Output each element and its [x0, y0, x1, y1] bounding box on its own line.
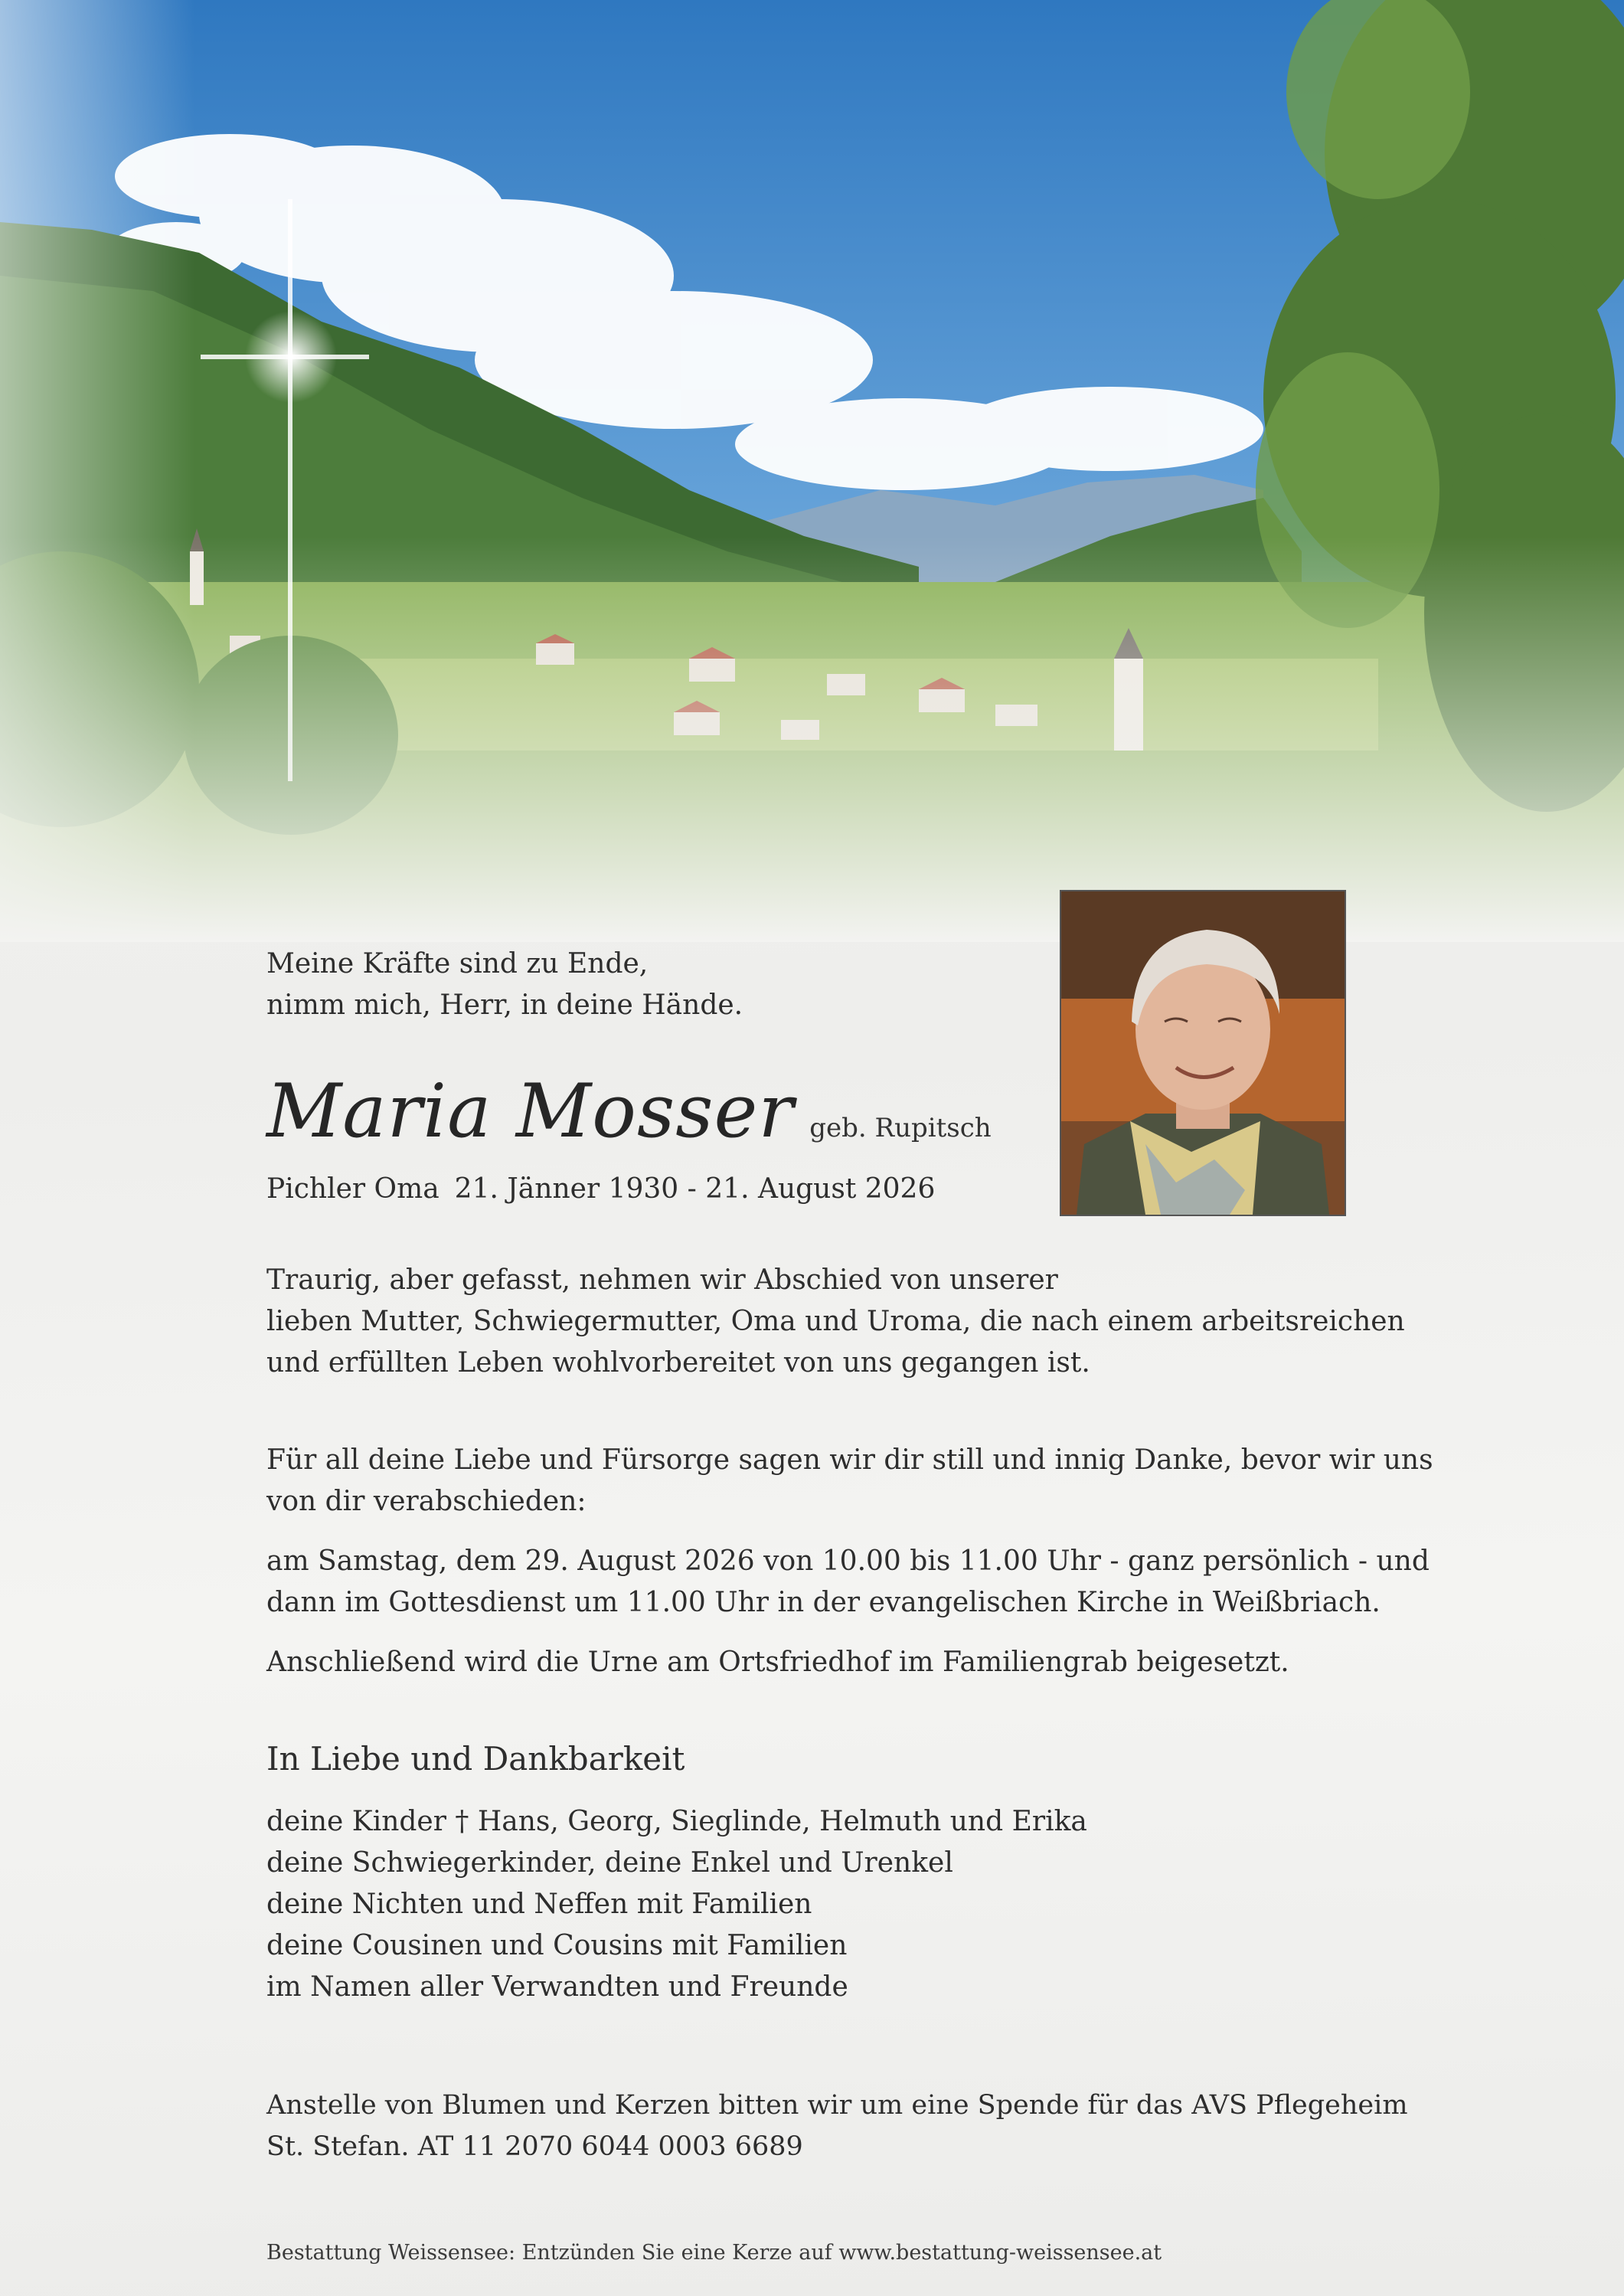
mourner-line: deine Cousinen und Cousins mit Familien	[266, 1930, 848, 1961]
portrait-photo	[1060, 890, 1346, 1216]
donation-line: St. Stefan. AT 11 2070 6044 0003 6689	[266, 2131, 803, 2162]
ceremony-line: am Samstag, dem 29. August 2026 von 10.00 bis 11.00 Uhr - ganz persönlich - und	[266, 1545, 1430, 1577]
motto-line-1: Meine Kräfte sind zu Ende,	[266, 948, 649, 980]
announcement-line: lieben Mutter, Schwiegermutter, Oma und Uroma, die nach einem arbeitsreichen	[266, 1306, 1405, 1337]
announcement-line: Traurig, aber gefasst, nehmen wir Abschied von unserer	[266, 1264, 1058, 1296]
closing-title: In Liebe und Dankbarkeit	[266, 1740, 685, 1778]
nickname: Pichler Oma	[266, 1173, 439, 1205]
motto-line-2: nimm mich, Herr, in deine Hände.	[266, 989, 743, 1021]
burial-line: Anschließend wird die Urne am Ortsfriedhof im Familiengrab beigesetzt.	[266, 1647, 1289, 1678]
announcement-paragraph	[266, 1260, 1405, 1384]
life-dates: 21. Jänner 1930 - 21. August 2026	[454, 1173, 936, 1205]
deceased-name-row	[266, 1068, 992, 1154]
ceremony-line: dann im Gottesdienst um 11.00 Uhr in der evangelischen Kirche in Weißbriach.	[266, 1587, 1381, 1618]
mourner-line: deine Nichten und Neffen mit Familien	[266, 1889, 812, 1920]
ceremony-paragraph	[266, 1541, 1430, 1624]
mourner-line: deine Kinder † Hans, Georg, Sieglinde, Helmuth und Erika	[266, 1806, 1087, 1837]
life-dates-row	[266, 1173, 935, 1205]
mourner-line: im Namen aller Verwandten und Freunde	[266, 1971, 848, 2003]
mourners-list	[266, 1801, 1087, 2008]
donation-line: Anstelle von Blumen und Kerzen bitten wir um eine Spende für das AVS Pflegeheim	[266, 2090, 1408, 2121]
donation-note	[266, 2085, 1408, 2167]
hero-landscape-image	[0, 0, 1624, 942]
deceased-name: Maria Mosser	[266, 1068, 795, 1154]
footer-note: Bestattung Weissensee: Entzünden Sie eine Kerze auf www.bestattung-weissensee.at	[266, 2241, 1162, 2265]
thanks-paragraph	[266, 1440, 1433, 1522]
announcement-line: und erfüllten Leben wohlvorbereitet von uns gegangen ist.	[266, 1347, 1090, 1379]
thanks-line: von dir verabschieden:	[266, 1486, 587, 1517]
birth-name: geb. Rupitsch	[809, 1113, 992, 1143]
mourner-line: deine Schwiegerkinder, deine Enkel und Urenkel	[266, 1847, 953, 1879]
burial-paragraph	[266, 1642, 1384, 1683]
motto-verse	[266, 944, 743, 1026]
thanks-line: Für all deine Liebe und Fürsorge sagen wir dir still und innig Danke, bevor wir uns	[266, 1444, 1433, 1476]
